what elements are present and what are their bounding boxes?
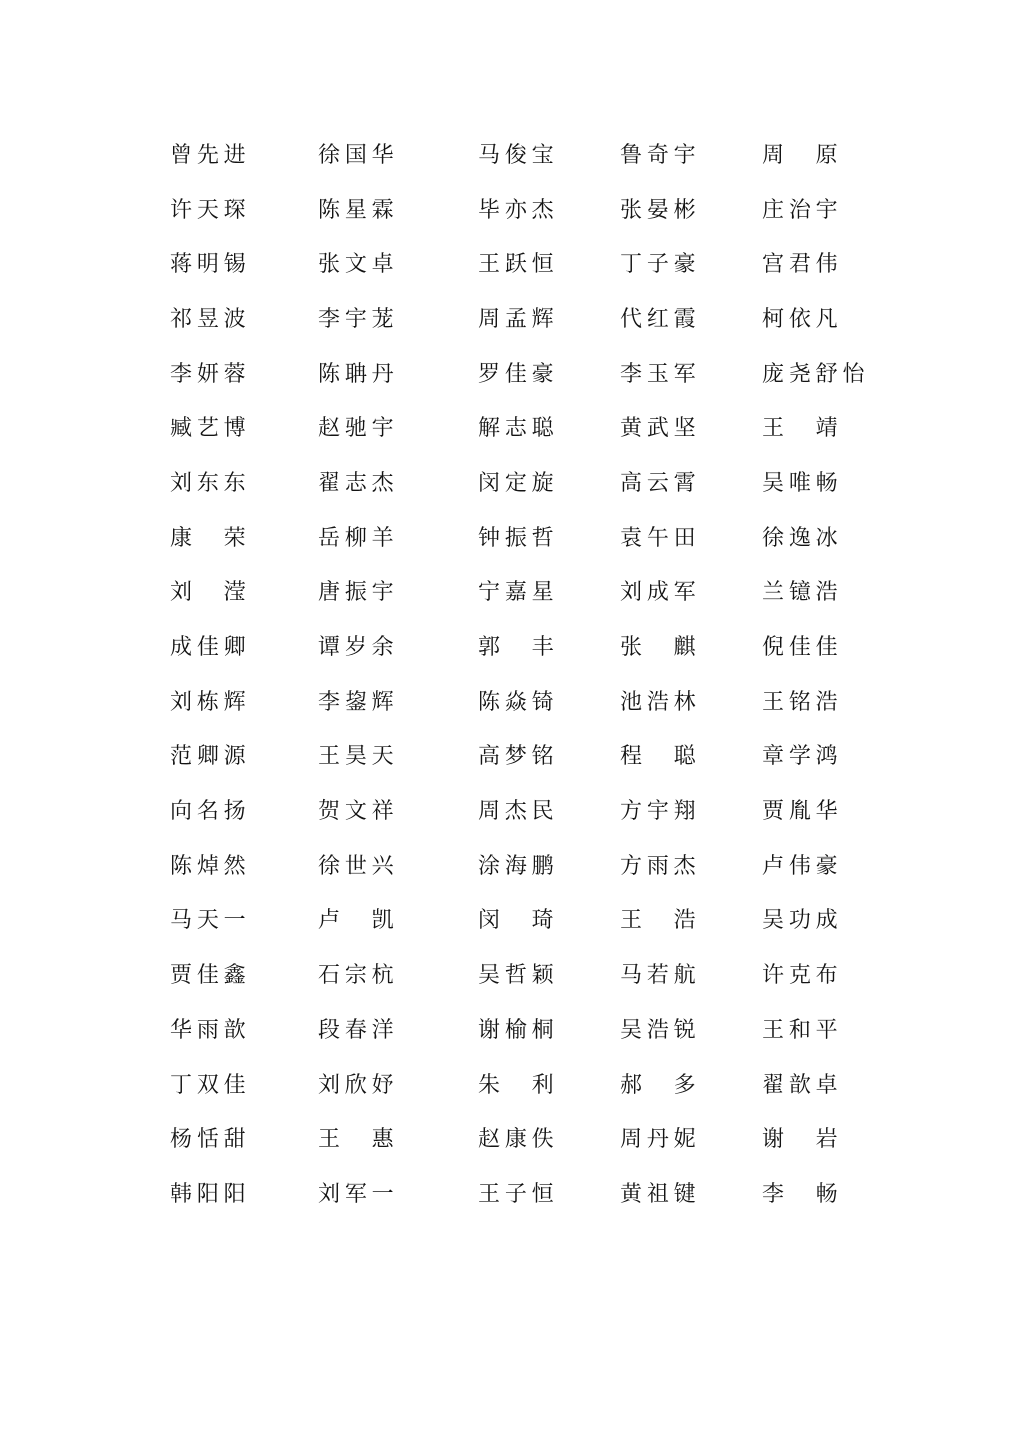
name-cell: 马若航 — [620, 962, 701, 988]
name-cell: 王和平 — [762, 1016, 843, 1042]
name-cell: 陈焯然 — [170, 852, 251, 878]
name-cell: 谢榆桐 — [478, 1016, 559, 1042]
name-cell: 刘栋辉 — [170, 688, 251, 714]
name-cell: 谭岁余 — [318, 634, 399, 660]
name-cell: 刘军一 — [318, 1180, 399, 1206]
name-cell: 康 荣 — [170, 524, 251, 550]
name-cell: 张晏彬 — [620, 196, 701, 222]
name-cell: 李玉军 — [620, 360, 701, 386]
name-cell: 王昊天 — [318, 743, 399, 769]
name-cell: 马天一 — [170, 907, 251, 933]
name-cell: 许克布 — [762, 962, 843, 988]
name-cell: 赵驰宇 — [318, 415, 399, 441]
name-cell: 谢 岩 — [762, 1126, 843, 1152]
name-cell: 赵康佚 — [478, 1126, 559, 1152]
name-cell: 闵 琦 — [478, 907, 559, 933]
name-cell: 李鋆辉 — [318, 688, 399, 714]
name-cell: 刘欣妤 — [318, 1071, 399, 1097]
name-cell: 涂海鹏 — [478, 852, 559, 878]
name-cell: 池浩林 — [620, 688, 701, 714]
name-cell: 闵定旋 — [478, 469, 559, 495]
name-cell: 李妍蓉 — [170, 360, 251, 386]
name-cell: 贾胤华 — [762, 798, 843, 824]
name-cell: 倪佳佳 — [762, 634, 843, 660]
name-cell: 王 靖 — [762, 415, 843, 441]
name-cell: 马俊宝 — [478, 141, 559, 167]
name-cell: 毕亦杰 — [478, 196, 559, 222]
name-cell: 刘成军 — [620, 579, 701, 605]
name-cell: 庞尧舒怡 — [762, 360, 870, 386]
name-cell: 柯依凡 — [762, 305, 843, 331]
name-cell: 程 聪 — [620, 743, 701, 769]
name-cell: 周孟辉 — [478, 305, 559, 331]
name-cell: 郝 多 — [620, 1071, 701, 1097]
name-cell: 向名扬 — [170, 798, 251, 824]
name-cell: 宁嘉星 — [478, 579, 559, 605]
name-cell: 韩阳阳 — [170, 1180, 251, 1206]
name-cell: 段春洋 — [318, 1016, 399, 1042]
name-cell: 王铭浩 — [762, 688, 843, 714]
name-cell: 卢伟豪 — [762, 852, 843, 878]
name-cell: 丁子豪 — [620, 251, 701, 277]
name-cell: 翟志杰 — [318, 469, 399, 495]
name-cell: 曾先进 — [170, 141, 251, 167]
name-cell: 黄祖键 — [620, 1180, 701, 1206]
names-grid — [170, 126, 869, 1220]
name-cell: 周杰民 — [478, 798, 559, 824]
name-cell: 徐逸冰 — [762, 524, 843, 550]
name-cell: 刘 滢 — [170, 579, 251, 605]
name-cell: 章学鸿 — [762, 743, 843, 769]
name-cell: 许天琛 — [170, 196, 251, 222]
name-cell: 吴哲颖 — [478, 962, 559, 988]
name-cell: 张文卓 — [318, 251, 399, 277]
name-cell: 鲁奇宇 — [620, 141, 701, 167]
name-cell: 李 畅 — [762, 1180, 843, 1206]
name-cell: 陈星霖 — [318, 196, 399, 222]
name-cell: 方宇翔 — [620, 798, 701, 824]
name-cell: 解志聪 — [478, 415, 559, 441]
name-cell: 唐振宇 — [318, 579, 399, 605]
name-cell: 钟振哲 — [478, 524, 559, 550]
name-cell: 周 原 — [762, 141, 843, 167]
name-cell: 徐国华 — [318, 141, 399, 167]
name-cell: 蒋明锡 — [170, 251, 251, 277]
name-cell: 丁双佳 — [170, 1071, 251, 1097]
name-cell: 徐世兴 — [318, 852, 399, 878]
name-cell: 祁昱波 — [170, 305, 251, 331]
name-cell: 黄武坚 — [620, 415, 701, 441]
name-cell: 杨恬甜 — [170, 1126, 251, 1152]
name-cell: 吴功成 — [762, 907, 843, 933]
name-cell: 陈聃丹 — [318, 360, 399, 386]
name-cell: 兰镱浩 — [762, 579, 843, 605]
name-cell: 方雨杰 — [620, 852, 701, 878]
name-cell: 吴浩锐 — [620, 1016, 701, 1042]
name-cell: 代红霞 — [620, 305, 701, 331]
name-cell: 王跃恒 — [478, 251, 559, 277]
name-cell: 翟歆卓 — [762, 1071, 843, 1097]
name-cell: 成佳卿 — [170, 634, 251, 660]
name-cell: 张 麒 — [620, 634, 701, 660]
name-cell: 王 浩 — [620, 907, 701, 933]
name-cell: 庄治宇 — [762, 196, 843, 222]
name-cell: 罗佳豪 — [478, 360, 559, 386]
name-cell: 周丹妮 — [620, 1126, 701, 1152]
name-cell: 臧艺博 — [170, 415, 251, 441]
name-cell: 陈焱锜 — [478, 688, 559, 714]
name-cell: 高云霄 — [620, 469, 701, 495]
name-cell: 高梦铭 — [478, 743, 559, 769]
name-cell: 吴唯畅 — [762, 469, 843, 495]
name-cell: 刘东东 — [170, 469, 251, 495]
name-cell: 贺文祥 — [318, 798, 399, 824]
name-cell: 王 惠 — [318, 1126, 399, 1152]
name-cell: 石宗杭 — [318, 962, 399, 988]
name-cell: 郭 丰 — [478, 634, 559, 660]
name-cell: 岳柳羊 — [318, 524, 399, 550]
name-cell: 宫君伟 — [762, 251, 843, 277]
name-cell: 范卿源 — [170, 743, 251, 769]
name-cell: 朱 利 — [478, 1071, 559, 1097]
name-cell: 贾佳鑫 — [170, 962, 251, 988]
name-cell: 华雨歆 — [170, 1016, 251, 1042]
name-cell: 李宇茏 — [318, 305, 399, 331]
name-cell: 王子恒 — [478, 1180, 559, 1206]
name-cell: 卢 凯 — [318, 907, 399, 933]
name-cell: 袁午田 — [620, 524, 701, 550]
